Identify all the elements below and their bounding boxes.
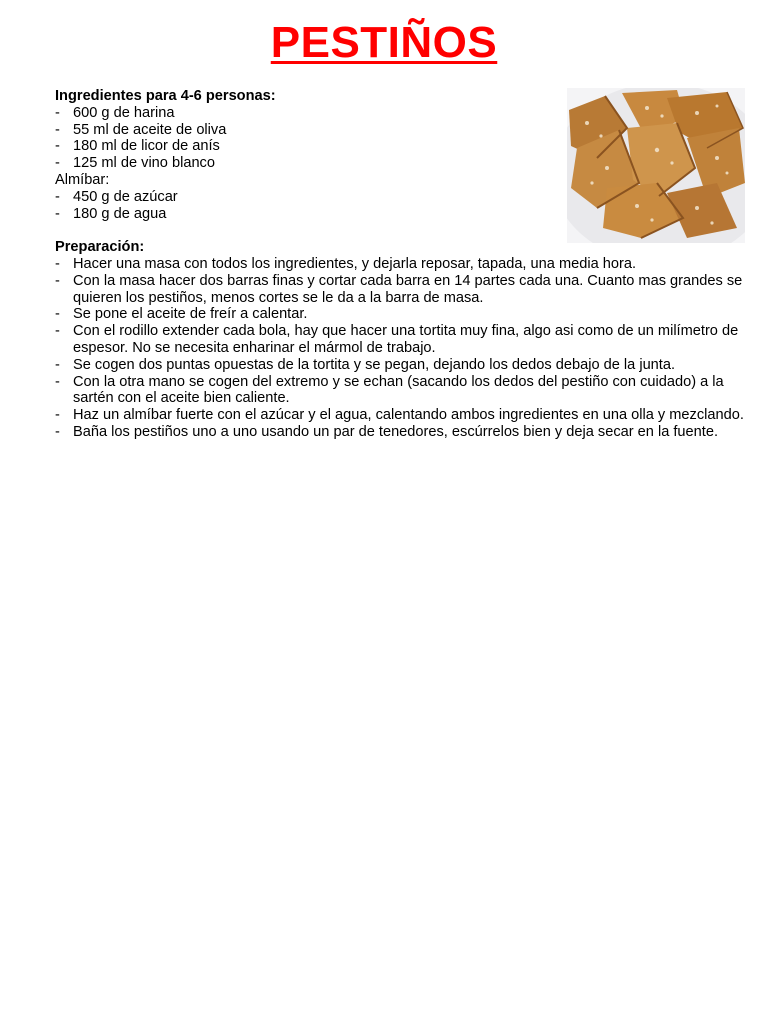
list-marker: - <box>55 138 60 155</box>
syrup-heading: Almíbar: <box>55 171 110 188</box>
list-item <box>55 122 555 139</box>
syrup-list <box>55 189 555 223</box>
list-item <box>55 206 555 223</box>
step-item <box>55 273 745 307</box>
list-item-text: 55 ml de aceite de oliva <box>73 121 227 138</box>
list-marker: - <box>55 356 60 373</box>
recipe-title-text: PESTIÑOS <box>270 18 498 67</box>
step-item <box>55 256 745 273</box>
step-text: Con la otra mano se cogen del extremo y se echan (sacando los dedos del pestiño con cuidado) a la sartén con el aceite bien caliente. <box>73 373 724 407</box>
recipe-title <box>0 18 768 68</box>
step-text: Se cogen dos puntas opuestas de la tortita y se pegan, dejando los dedos debajo de la junta. <box>73 356 676 373</box>
list-marker: - <box>55 323 60 340</box>
list-marker: - <box>55 272 60 289</box>
step-text: Baña los pestiños uno a uno usando un par de tenedores, escúrrelos bien y deja secar en la fuente. <box>73 423 718 440</box>
list-item <box>55 105 555 122</box>
ingredients-section <box>55 88 555 222</box>
step-item <box>55 407 745 424</box>
step-text: Con la masa hacer dos barras finas y cortar cada barra en 14 partes cada una. Cuanto mas grandes se quieren los pestiños, menos cortes se le da a la barra de masa. <box>73 272 743 306</box>
ingredients-heading: Ingredientes para 4-6 personas: <box>55 88 276 104</box>
step-text: Con el rodillo extender cada bola, hay que hacer una tortita muy fina, algo asi como de un milímetro de espesor. No se necesita enharinar el mármol de trabajo. <box>73 323 739 356</box>
list-marker: - <box>55 155 60 172</box>
list-item <box>55 189 555 206</box>
step-item <box>55 357 745 374</box>
preparation-heading: Preparación: <box>55 239 145 256</box>
list-marker: - <box>55 373 60 390</box>
step-item <box>55 323 745 357</box>
step-text: Hacer una masa con todos los ingredientes, y dejarla reposar, tapada, una media hora. <box>73 255 637 272</box>
list-marker: - <box>55 306 60 323</box>
ingredients-list <box>55 105 555 172</box>
list-item <box>55 138 555 155</box>
recipe-body <box>55 88 745 441</box>
preparation-steps <box>55 256 745 441</box>
list-marker: - <box>55 407 60 424</box>
list-item-text: 180 ml de licor de anís <box>73 138 220 155</box>
list-marker: - <box>55 104 60 121</box>
list-marker: - <box>55 255 60 272</box>
list-item-text: 600 g de harina <box>73 104 175 121</box>
list-item-text: 125 ml de vino blanco <box>73 155 215 172</box>
list-item <box>55 155 555 172</box>
list-marker: - <box>55 188 60 205</box>
section-spacer <box>55 222 745 239</box>
step-item <box>55 306 745 323</box>
list-marker: - <box>55 121 60 138</box>
step-text: Haz un almíbar fuerte con el azúcar y el agua, calentando ambos ingredientes en una olla y mezclando. <box>73 407 744 424</box>
preparation-section <box>55 239 745 441</box>
step-item <box>55 424 745 441</box>
step-text: Se pone el aceite de freír a calentar. <box>73 306 308 323</box>
step-item <box>55 374 745 408</box>
list-marker: - <box>55 205 60 222</box>
list-item-text: 450 g de azúcar <box>73 188 178 205</box>
list-item-text: 180 g de agua <box>73 205 167 222</box>
list-marker: - <box>55 423 60 440</box>
